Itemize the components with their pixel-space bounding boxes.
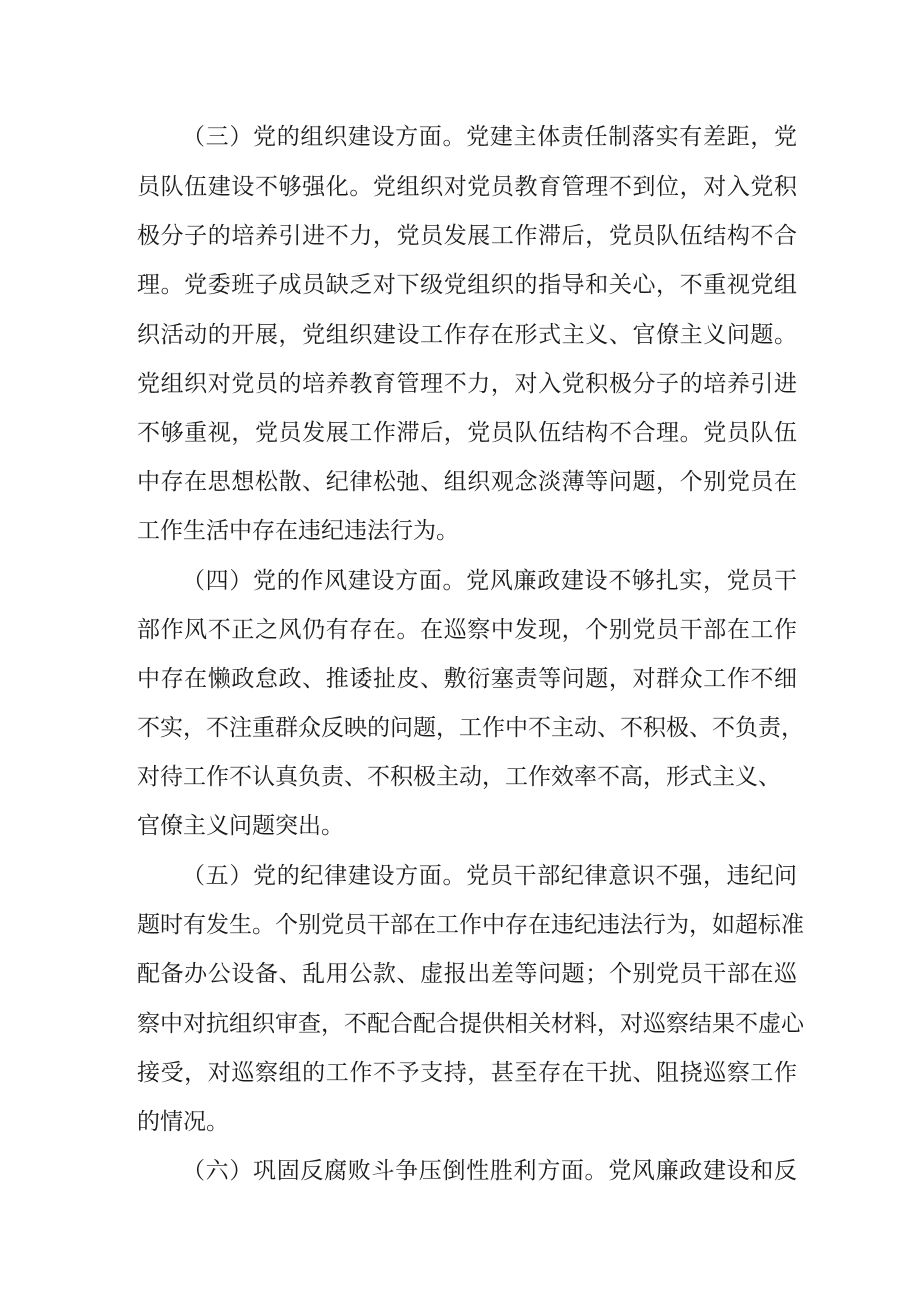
text-line: 配备办公设备、乱用公款、虚报出差等问题；个别党员干部在巡 bbox=[137, 961, 797, 987]
text-line: （三）党的组织建设方面。党建主体责任制落实有差距，党 bbox=[182, 124, 797, 150]
text-line: （五）党的纪律建设方面。党员干部纪律意识不强，违纪问 bbox=[182, 863, 797, 889]
text-line: 党组织对党员的培养教育管理不力，对入党积极分子的培养引进 bbox=[137, 371, 797, 397]
text-line: 察中对抗组织审查，不配合配合提供相关材料，对巡察结果不虚心 bbox=[137, 1011, 804, 1037]
text-line: （四）党的作风建设方面。党风廉政建设不够扎实，党员干 bbox=[182, 568, 797, 594]
text-line: 中存在思想松散、纪律松弛、组织观念淡薄等问题，个别党员在 bbox=[137, 469, 797, 495]
text-line: 工作生活中存在违纪违法行为。 bbox=[137, 518, 459, 544]
text-line: 接受，对巡察组的工作不予支持，甚至存在干扰、阻挠巡察工作 bbox=[137, 1060, 797, 1086]
text-line: 不够重视，党员发展工作滞后，党员队伍结构不合理。党员队伍 bbox=[137, 420, 797, 446]
text-line: 对待工作不认真负责、不积极主动，工作效率不高，形式主义、 bbox=[137, 764, 781, 790]
text-line: 的情况。 bbox=[137, 1109, 229, 1135]
text-line: 部作风不正之风仍有存在。在巡察中发现，个别党员干部在工作 bbox=[137, 617, 797, 643]
text-line: 极分子的培养引进不力，党员发展工作滞后，党员队伍结构不合 bbox=[137, 223, 797, 249]
text-line: 理。党委班子成员缺乏对下级党组织的指导和关心，不重视党组 bbox=[137, 272, 797, 298]
text-line: （六）巩固反腐败斗争压倒性胜利方面。党风廉政建设和反 bbox=[182, 1158, 797, 1184]
text-line: 官僚主义问题突出。 bbox=[137, 813, 344, 839]
text-line: 织活动的开展，党组织建设工作存在形式主义、官僚主义问题。 bbox=[137, 322, 797, 348]
text-line: 员队伍建设不够强化。党组织对党员教育管理不到位，对入党积 bbox=[137, 174, 797, 200]
text-line: 题时有发生。个别党员干部在工作中存在违纪违法行为，如超标准 bbox=[137, 912, 804, 938]
text-line: 不实，不注重群众反映的问题，工作中不主动、不积极、不负责， bbox=[137, 715, 804, 741]
text-line: 中存在懒政怠政、推诿扯皮、敷衍塞责等问题，对群众工作不细 bbox=[137, 666, 797, 692]
